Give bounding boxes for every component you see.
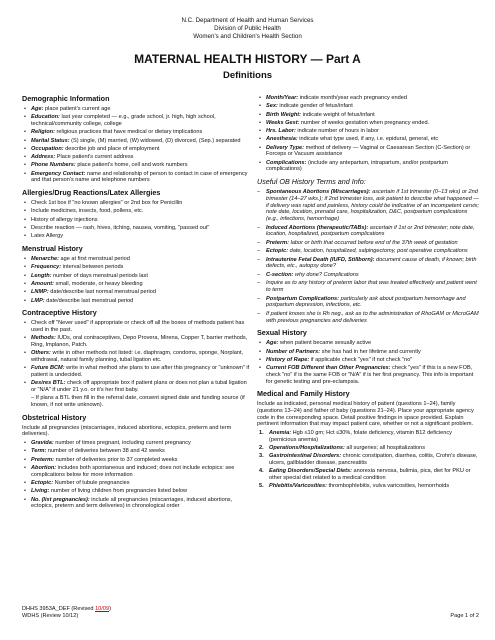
ob-terms-list (257, 189, 479, 324)
list-item (257, 340, 479, 347)
term-definition: (S) single, (M) married, (W) widowed, (D) divorced, (Sep.) separated (69, 137, 241, 144)
term-definition: includes both spontaneous and induced; does not include ectopics: see complications below for more information (31, 464, 235, 478)
term-label: Spontaneous Abortions (Miscarriages): (266, 189, 371, 196)
list-item (22, 320, 250, 333)
list-item (22, 365, 250, 378)
list-item (257, 445, 479, 452)
term-label: Living: (31, 488, 50, 495)
term-definition: Place patient's current address (55, 154, 134, 161)
list-item (257, 240, 479, 247)
term-label: History of Rape: (266, 356, 310, 363)
term-definition: why done? Complications (293, 271, 359, 278)
medical-history-list (257, 430, 479, 490)
term-definition: if applicable check "yes" if not check "no" (309, 356, 413, 363)
term-definition: indicate what type used, if any, i.e. epidural, general, etc (297, 136, 439, 143)
agency-header (0, 17, 495, 41)
list-item (22, 448, 250, 455)
term-label: Religion: (31, 129, 55, 136)
term-definition: name and relationship of person to contact in case of emergency and that person's name and telephone numbers (31, 170, 248, 184)
term-definition: check "yes" if this is a new FOB, check "no" if is the same FOB or "N/A" if is her first pregnancy. This info is important for genetic testing and pre-eclampsia. (266, 365, 474, 385)
term-label: Complications: (266, 159, 307, 166)
term-label: Others: (31, 350, 51, 357)
list-item (257, 112, 479, 119)
list-item (257, 257, 479, 270)
document-title: MATERNAL HEALTH HISTORY — Part A (134, 52, 361, 66)
header-line: N.C. Department of Health and Human Services (181, 17, 314, 24)
term-label: Anemia: (269, 430, 292, 437)
item-number: 5. (259, 483, 264, 490)
term-definition: document cause of death, if known; birth defects, etc., autopsy done? (266, 256, 477, 270)
list-item (257, 280, 479, 293)
list-item (257, 136, 479, 143)
term-label: Postpartum Complications: (266, 295, 340, 302)
term-label: Abortion: (31, 464, 57, 471)
list-item (257, 95, 479, 102)
term-definition: anorexia nervosa, bulimia, pica, diet for PKU or other special diet related to a medical condition (269, 468, 471, 482)
list-item (22, 154, 250, 161)
term-definition: date/describe last normal menstrual period (48, 289, 156, 296)
list-item (257, 365, 479, 385)
section-heading: Menstrual History (22, 244, 83, 254)
term-definition: indicate weight of fetus/infant (301, 111, 375, 118)
term-label: Menarche: (31, 256, 59, 263)
term-label: Age: (266, 340, 279, 347)
term-definition: date/describe last menstrual period (44, 297, 134, 304)
list-item (257, 120, 479, 127)
term-definition: all surgeries; all hospitalizations (344, 445, 426, 452)
list-item (22, 129, 250, 136)
term-label: Phlebitis/Varicosities: (269, 483, 327, 490)
term-label: Current FOB Different than Other Pregnancies: (266, 365, 391, 372)
item-number: 2. (259, 445, 264, 452)
section-heading: Obstetrical History (22, 412, 87, 422)
list-item (257, 453, 479, 466)
term-definition: If patient knows she is Rh neg., ask as to the administration of RhoGAM or MicroGAM with previous pregnancies and deliveries (266, 310, 479, 324)
term-definition: when patient became sexually active (278, 340, 372, 347)
list-item: • Latex Allergy (22, 233, 250, 240)
list-item (22, 457, 250, 464)
list-item (257, 357, 479, 364)
left-column (22, 95, 250, 512)
term-definition: age at first menstrual period (58, 256, 130, 263)
term-definition: describe job and place of employment (63, 145, 160, 152)
term-label: Address: (31, 154, 56, 161)
list-item: • History of allergy injections (22, 217, 250, 224)
term-definition: interval between periods (61, 264, 124, 271)
list-item (257, 272, 479, 279)
term-label: Age: (31, 106, 44, 112)
list-item (22, 497, 250, 510)
term-label: Education: (31, 114, 60, 121)
term-definition: write in what method she plans to use after this pregnancy or "unknown" if patient is undecided. (31, 365, 250, 378)
term-label: Gravida: (31, 440, 54, 447)
term-label: Amount: (31, 280, 54, 287)
list-item (22, 273, 250, 280)
term-definition: (include any antepartum, intrapartum, and/or postpartum complications) (266, 159, 448, 173)
term-label: Length: (31, 272, 52, 279)
term-label: Sex: (266, 103, 278, 110)
header-line: Division of Public Health (214, 25, 281, 32)
term-label: LMP: (31, 297, 45, 304)
list-item (257, 468, 479, 481)
term-definition: Inquire as to any history of preterm labor that was treated effectively and patient went to term (266, 280, 477, 294)
term-label: Delivery Type: (266, 144, 305, 151)
term-label: Month/Year: (266, 95, 299, 101)
term-label: Hrs. Labor: (266, 128, 296, 135)
term-definition: labor or birth that occurred before end of the 37th week of gestation (289, 239, 458, 246)
term-label: Ectopic: (266, 248, 289, 255)
term-definition: ascertain if 1st or 2nd trimester; note date, location, hospitalized, postpartum complications (266, 224, 475, 238)
allergy-list (22, 200, 250, 240)
list-item (22, 146, 250, 153)
term-definition: she has had in her lifetime and currently (320, 348, 421, 355)
list-item (257, 160, 479, 173)
form-revision-date: 10/09 (95, 606, 110, 612)
term-definition: small, moderate, or heavy bleeding (54, 280, 143, 287)
term-definition: number of days menstrual periods last (51, 272, 148, 279)
list-item (22, 138, 250, 145)
list-item (22, 281, 250, 288)
section-heading: Contraceptive History (22, 308, 97, 318)
term-label: LNMP: (31, 289, 49, 296)
list-item (22, 350, 250, 363)
term-definition: number of deliveries prior to 37 completed weeks (54, 456, 178, 463)
term-label: Methods: (31, 335, 56, 342)
term-definition: check off appropriate box if patient plans or does not plan a tubal ligation or "N/A" if under 21 y.o. or it's her first baby. (31, 380, 247, 393)
term-label: Phone Numbers: (31, 162, 76, 169)
term-definition: indicate number of hours in labor (295, 128, 379, 135)
term-label: Induced Abortions (therapeutic/TABs): (266, 224, 369, 231)
list-item (257, 483, 479, 490)
btl-note: – If plans a BTL then fill in the referral date, consent signed date and funding source (if known, if not write unknown). (31, 395, 245, 408)
term-label: Desires BTL: (31, 380, 66, 387)
obs-intro: Include all pregnancies (miscarriages, induced abortions, ectopics, preterm and term deliveries). (22, 424, 232, 438)
list-item (257, 128, 479, 135)
list-item (257, 145, 479, 158)
term-label: Frequency: (31, 264, 62, 271)
term-label: Anesthesia: (266, 136, 298, 143)
section-heading: Allergies/Drug Reactions/Latex Allergies (22, 188, 161, 198)
sexual-history-list (257, 340, 479, 385)
term-definition: Hgb ≤10 gm; Hct ≤30%, folate deficiency, vitamin B12 deficiency (pernicious anemia) (269, 430, 452, 443)
term-label: Intrauterine Fetal Death (IUFD, Stillborn): (266, 256, 375, 263)
section-heading: Sexual History (257, 328, 307, 338)
term-label: C-section: (266, 271, 294, 278)
obstetrical-list (22, 440, 250, 510)
item-number: 3. (259, 453, 264, 460)
list-item (22, 335, 250, 348)
term-definition: indicate gender of fetus/infant (277, 103, 353, 110)
list-item (22, 380, 250, 393)
term-label: Birth Weight: (266, 111, 302, 118)
term-definition: include all pregnancies (miscarriages, induced abortions, ectopics, preterm and term deliveries) in chronological order (31, 496, 233, 510)
list-item (257, 296, 479, 309)
term-label: Term: (31, 448, 47, 455)
item-number: 1. (259, 430, 264, 437)
list-item (22, 106, 250, 113)
term-definition: IUDs, oral contraceptives, Depo Provera, Mirena, Copper T, barrier methods, Ring, Implanon, Patch. (31, 335, 248, 348)
term-definition: place patient's current age (43, 106, 111, 112)
term-definition: particularly ask about postpartum hemorrhage and postpartum depression, infections, etc. (266, 295, 466, 309)
list-item (22, 162, 250, 169)
term-definition: number of weeks gestation when pregnancy ended. (299, 119, 430, 126)
demographic-list (22, 106, 250, 184)
list-item (257, 349, 479, 356)
term-label: Occupation: (31, 145, 64, 152)
form-footer (22, 606, 111, 620)
term-label: Ectopic: (31, 479, 54, 486)
term-label: Preterm: (266, 239, 290, 246)
review-date: WDHS (Review 10/12) (22, 613, 79, 619)
term-definition: Check off "Never used" if appropriate or check off all the boxes of methods patient has used in the past. (31, 320, 245, 333)
page-number: Page 1 of 2 (450, 613, 479, 619)
term-definition: religious practices that have medical or dietary implications (54, 129, 203, 136)
term-definition: number of living children from pregnancies listed below (49, 488, 188, 495)
list-item (22, 488, 250, 495)
list-item (22, 465, 250, 478)
form-number-end: ) (109, 606, 111, 612)
list-item (257, 430, 479, 443)
list-item (257, 189, 479, 223)
term-definition: ascertain if 1st trimester (0–13 wks) or 2nd trimester (14–27 wks.); if 2nd trimester loss, ask patient to describe what happened — if delivery was rapid and painless, history could be indicative of an incompetent cervix; note date, location, prenatal care, hospitalization, D&C, postpartum complications (e.g., infections, hemorrhage) (266, 189, 479, 222)
term-label: Emergency Contact: (31, 170, 86, 177)
list-item (257, 248, 479, 255)
item-number: 4. (259, 468, 264, 475)
term-definition: number of times pregnant, including current pregnancy (53, 440, 191, 447)
list-item (22, 289, 250, 296)
term-definition: indicate month/year each pregnancy ended (298, 95, 407, 101)
list-item: • Check 1st box if "no known allergies" or 2nd box for Penicillin (22, 200, 250, 207)
term-definition: number of deliveries between 38 and 42 weeks (46, 448, 165, 455)
term-label: Weeks Gest: (266, 119, 300, 126)
term-label: Preterm: (31, 456, 55, 463)
term-definition: write in other methods not listed: i.e. diaphragm, condoms, sponge, Norplant, withdrawal, natural family planning, tubal ligation etc. (31, 350, 244, 363)
section-heading: Demographic Information (22, 94, 110, 103)
list-item (257, 103, 479, 110)
term-label: Number of Partners: (266, 348, 321, 355)
section-heading: Useful OB History Terms and Info: (257, 177, 366, 187)
list-item (22, 440, 250, 447)
term-label: Eating Disorders/Special Diets: (269, 468, 352, 475)
list-item: • Include medicines, insects, food, pollens, etc. (22, 208, 250, 215)
right-column (257, 95, 479, 492)
list-item (22, 298, 250, 305)
term-definition: method of delivery — Vaginal or Caesarean Section (C-Section) or Forceps or Vacuum assistance (266, 144, 471, 158)
term-label: Future BCM: (31, 365, 65, 372)
medical-intro: Include as indicated, personal medical history of patient (questions 1–24), family (questions 13–24) and father of baby (questions 21–24). Place your appropriate agency code in the corresponding space. Detail positive findings in space provided. Explain pertinent information that may impact patient care, whether or not a significant problem. (257, 401, 474, 428)
list-item (22, 480, 250, 487)
term-definition: place patient's home, cell and work numbers (75, 162, 188, 169)
form-number: DHHS 3953A_DEF (Revised (22, 606, 96, 612)
term-definition: Number of tubule pregnancies (53, 479, 130, 486)
section-heading: Medical and Family History (257, 389, 350, 399)
term-label: Marital Status: (31, 137, 70, 144)
term-definition: date, location, hospitalized, salpingectomy, post operative complications (288, 248, 468, 255)
list-item (22, 171, 250, 184)
contraceptive-list (22, 320, 250, 393)
list-item (22, 114, 250, 127)
term-label: Gastrointestinal Disorders: (269, 453, 342, 460)
term-label: Operations/Hospitalizations: (269, 445, 345, 452)
list-item (257, 311, 479, 324)
list-item (22, 256, 250, 263)
pregnancy-detail-list (257, 95, 479, 173)
term-definition: thrombophlebitis, vulva varicosities, hemorrhoids (326, 483, 450, 490)
term-definition: chronic constipation, diarrhea, colitis, Crohn's disease, ulcers, gallbladder disease, pancreatitis (269, 453, 478, 467)
header-line: Women's and Children's Health Section (193, 33, 302, 40)
list-item: • Describe reaction — rash, hives, itching, nausea, vomiting, "passed out" (22, 225, 250, 232)
menstrual-list (22, 256, 250, 304)
term-definition: last year completed — e.g., grade school, jr. high, high school, technical/community college, college (31, 114, 216, 127)
document-subtitle: Definitions (222, 70, 273, 81)
list-item (257, 225, 479, 238)
term-label: No. (list pregnancies): (31, 496, 90, 503)
list-item (22, 264, 250, 271)
